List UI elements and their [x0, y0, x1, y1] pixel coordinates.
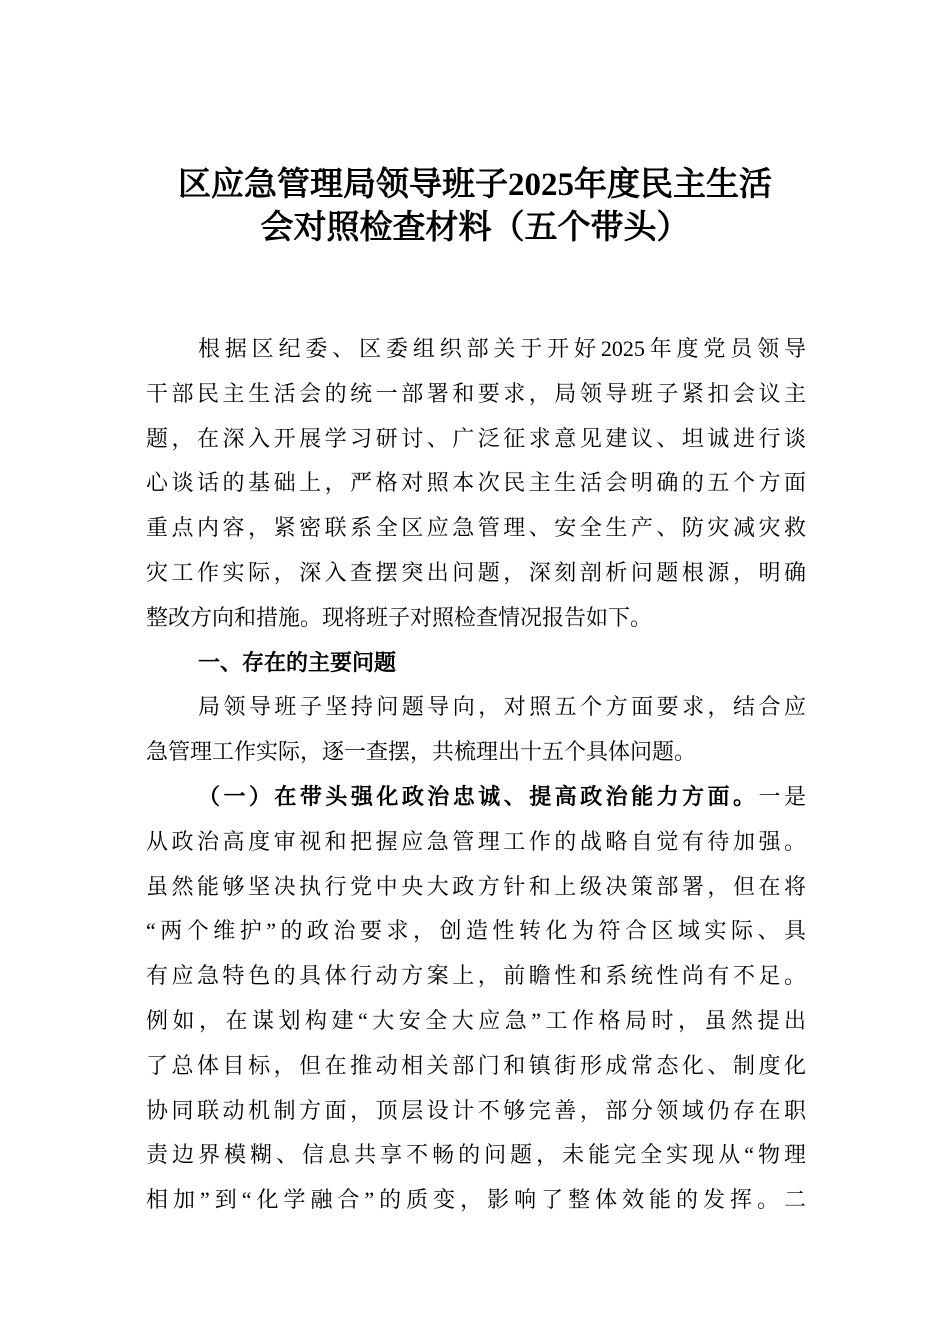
problems-summary-paragraph: [146, 685, 806, 775]
document-title-line-1: 区应急管理局领导班子2025年度民主生活: [178, 167, 772, 203]
text-run: 一是: [758, 783, 806, 809]
section-heading: 一、存在的主要问题: [198, 649, 397, 675]
text-line: 例如，在谋划构建“大安全大应急”工作格局时，虽然提出: [146, 1007, 806, 1033]
text-line: 根据区纪委、区委组织部关于开好2025年度党员领导: [198, 336, 806, 361]
text-line: “两个维护”的政治要求，创造性转化为符合区域实际、具: [146, 918, 806, 944]
text-line: 有应急特色的具体行动方案上，前瞻性和系统性尚有不足。: [146, 963, 806, 989]
text-line: 重点内容，紧密联系全区应急管理、安全生产、防灾减灾救: [146, 515, 806, 541]
document-title-line-2: 会对照检查材料（五个带头）: [260, 210, 690, 246]
text-line: 急管理工作实际，逐一查摆，共梳理出十五个具体问题。: [146, 739, 697, 765]
text-line: 干部民主生活会的统一部署和要求，局领导班子紧扣会议主: [146, 380, 806, 406]
text-line: 相加”到“化学融合”的质变，影响了整体效能的发挥。二: [146, 1187, 806, 1213]
text-line: 整改方向和措施。现将班子对照检查情况报告如下。: [146, 604, 653, 630]
text-line: 责边界模糊、信息共享不畅的问题，未能完全实现从“物理: [146, 1142, 806, 1168]
text-line: 局领导班子坚持问题导向，对照五个方面要求，结合应: [198, 694, 806, 720]
intro-paragraph: [146, 327, 806, 641]
text-line: 协同联动机制方面，顶层设计不够完善，部分领域仍存在职: [146, 1097, 806, 1123]
text-line: 灾工作实际，深入查摆突出问题，深刻剖析问题根源，明确: [146, 559, 806, 585]
text-line: 了总体目标，但在推动相关部门和镇街形成常态化、制度化: [146, 1052, 806, 1078]
document-body: [146, 327, 806, 1223]
text-line: 心谈话的基础上，严格对照本次民主生活会明确的五个方面: [146, 470, 806, 496]
text-line: [146, 775, 806, 820]
political-loyalty-paragraph: [146, 775, 806, 1223]
text-line: 题，在深入开展学习研讨、广泛征求意见建议、坦诚进行谈: [146, 425, 806, 451]
text-line: 虽然能够坚决执行党中央大政方针和上级决策部署，但在将: [146, 873, 806, 899]
subsection-heading: （一）在带头强化政治忠诚、提高政治能力方面。: [198, 783, 759, 809]
text-line: 从政治高度审视和把握应急管理工作的战略自觉有待加强。: [146, 828, 806, 854]
